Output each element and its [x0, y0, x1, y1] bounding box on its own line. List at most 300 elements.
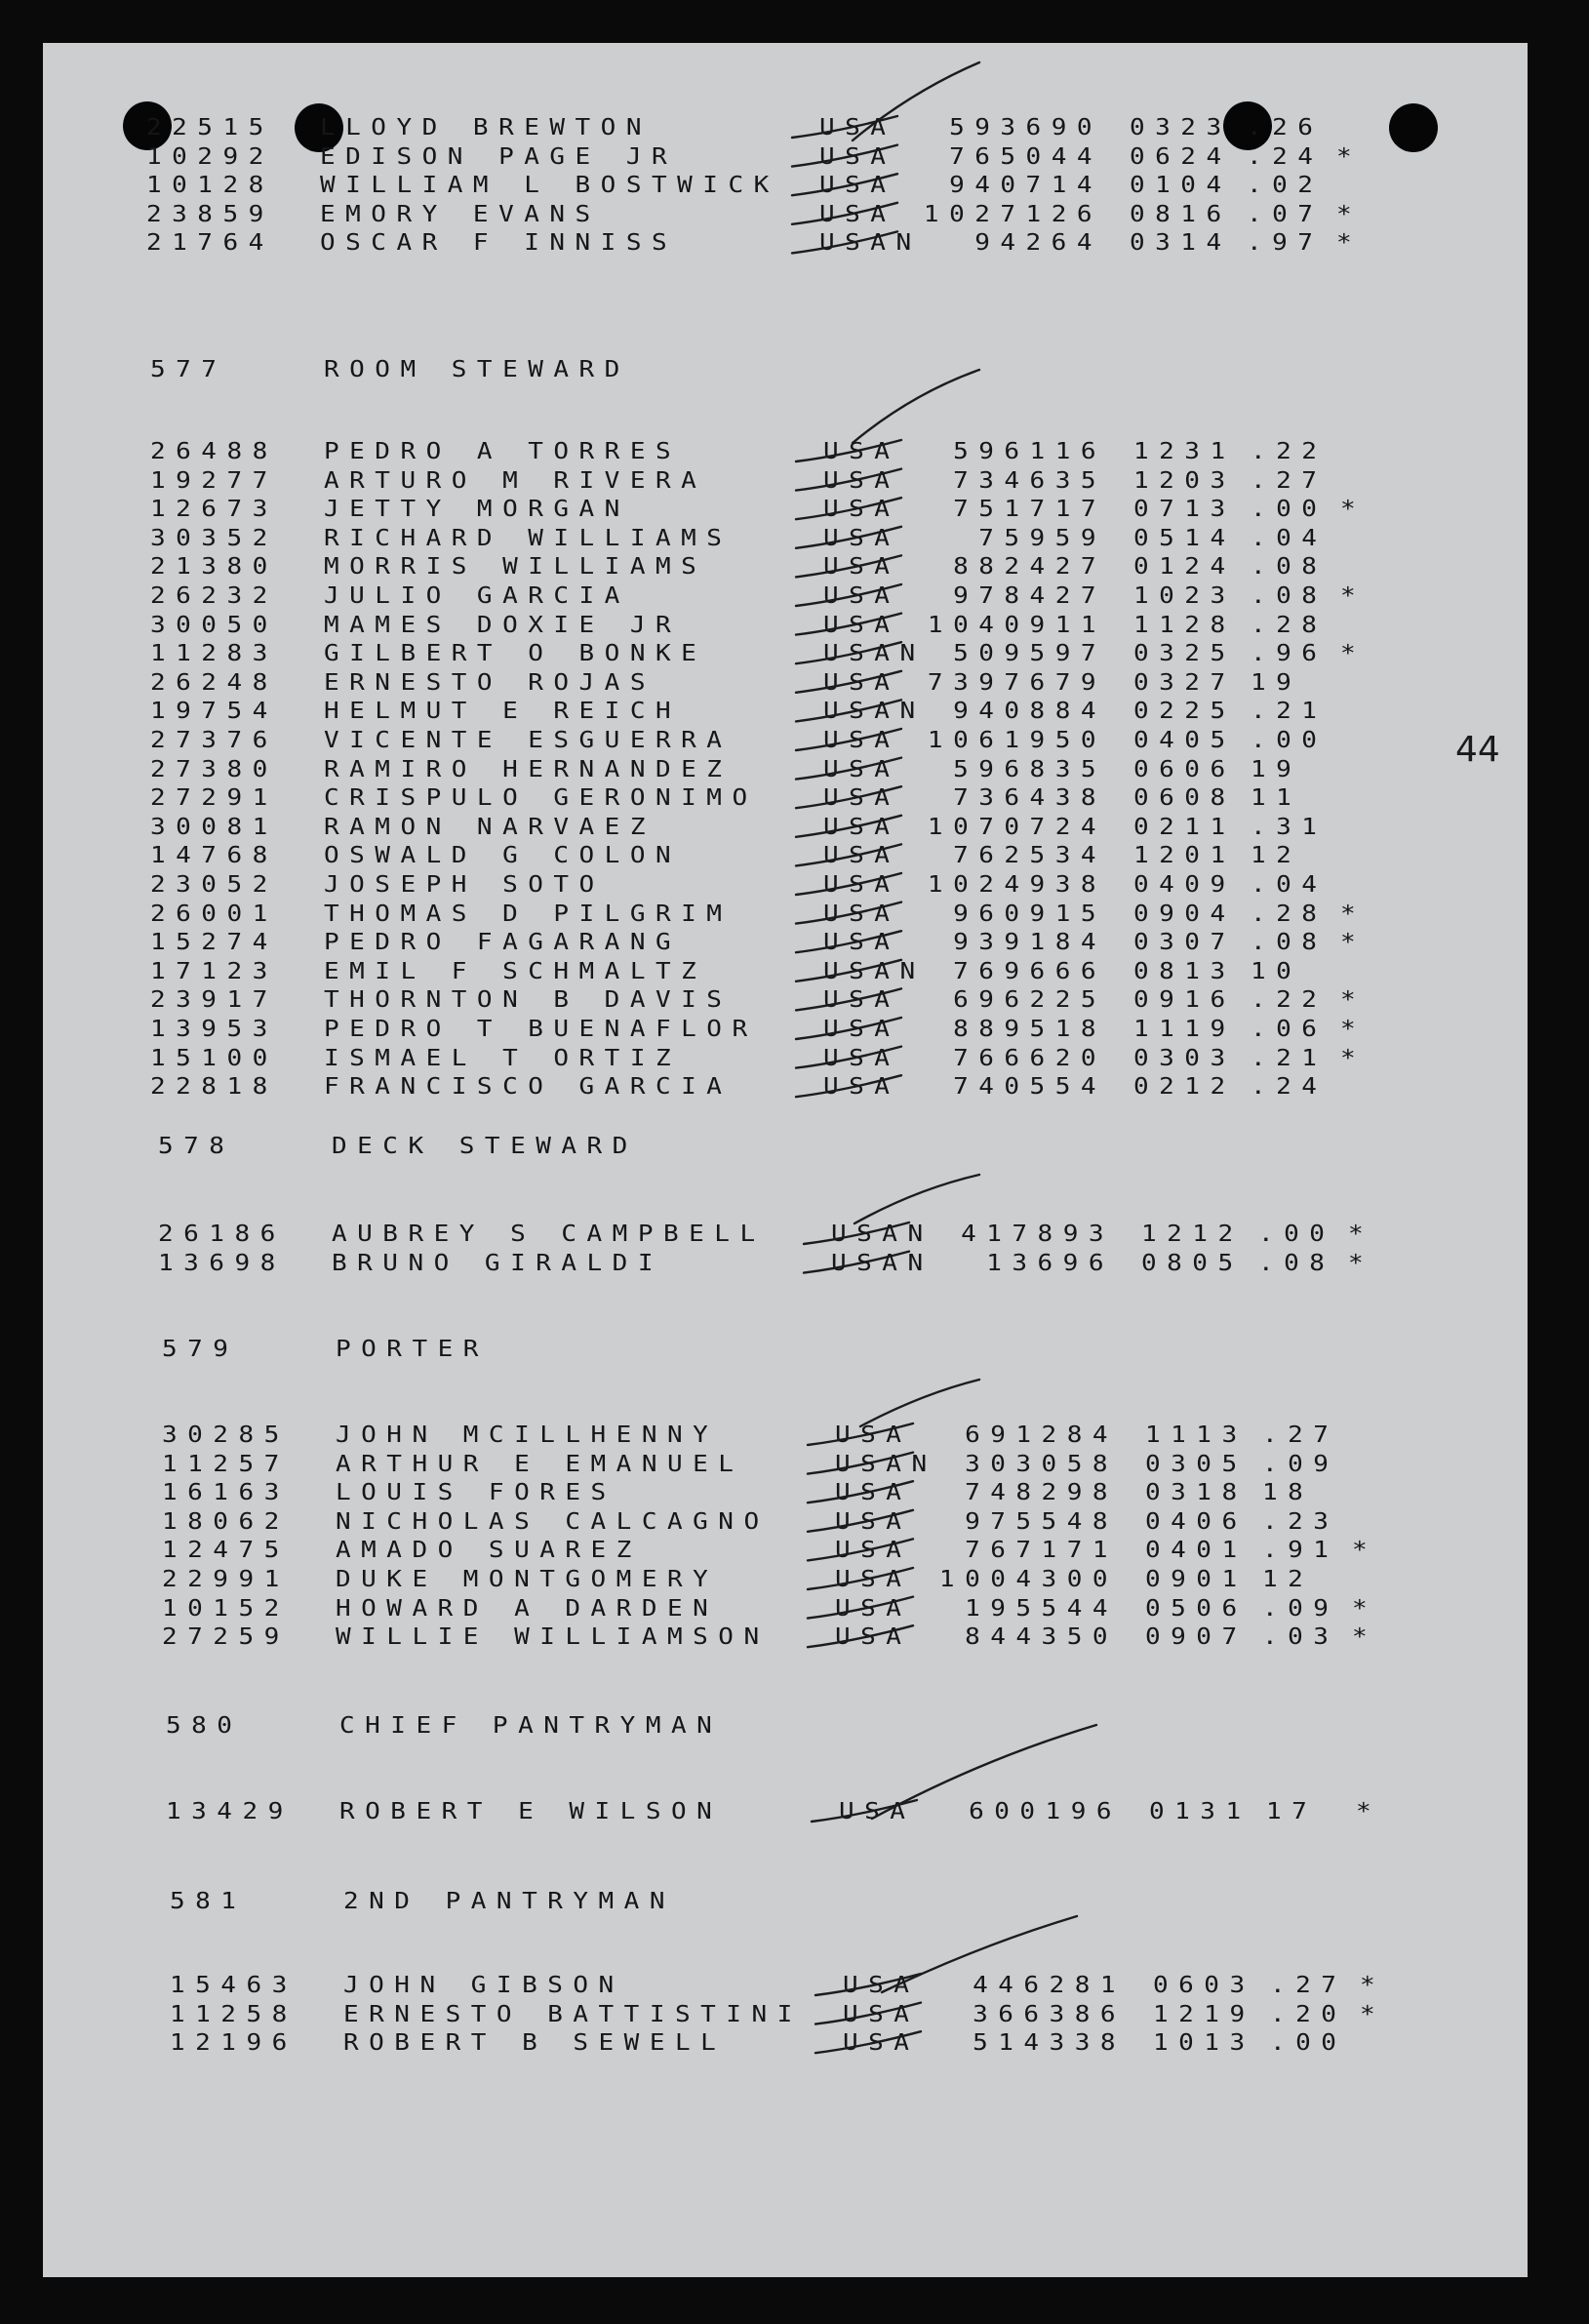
record-number: 30352 — [150, 525, 278, 552]
record-citizenship: USAN — [823, 698, 926, 725]
record-account: 736438 — [953, 784, 1106, 812]
record-number: 15274 — [150, 929, 278, 956]
record-date: 0409 — [1133, 871, 1236, 899]
record-number: 15463 — [170, 1972, 298, 1999]
record-citizenship: USA — [835, 1479, 912, 1506]
record-citizenship: USA — [823, 669, 900, 697]
record-number: 27376 — [150, 727, 278, 754]
record-number: 27291 — [150, 784, 278, 812]
record-name: WILLIE WILLIAMSON — [336, 1623, 770, 1651]
record-rate: .24 — [1247, 143, 1324, 171]
record-date: 1013 — [1153, 2029, 1255, 2057]
record-citizenship: USA — [835, 1595, 912, 1623]
check-stroke — [796, 931, 901, 952]
record-date: 1212 — [1141, 1221, 1244, 1248]
record-account: 765044 — [949, 143, 1102, 171]
record-date: 0907 — [1145, 1623, 1248, 1651]
record-citizenship: USAN — [831, 1250, 934, 1277]
record-date: 1119 — [1133, 1016, 1236, 1043]
record-citizenship: USA — [835, 1566, 912, 1593]
record-citizenship: USA — [823, 756, 900, 783]
record-rate: .08 — [1258, 1250, 1335, 1277]
record-account: 882427 — [953, 553, 1106, 581]
document-page — [43, 43, 1528, 2277]
section-code: 579 — [162, 1336, 239, 1363]
check-stroke — [796, 1075, 901, 1097]
record-flag: * — [1348, 1250, 1364, 1277]
record-name: JOHN MCILLHENNY — [336, 1422, 719, 1449]
record-flag: * — [1340, 901, 1356, 928]
record-date: 0606 — [1133, 756, 1236, 783]
record-account: 1040911 — [927, 612, 1106, 639]
record-flag: * — [1336, 201, 1352, 228]
record-rate: .00 — [1251, 496, 1328, 523]
check-stroke — [808, 1453, 913, 1474]
record-account: 303058 — [965, 1451, 1118, 1478]
record-citizenship: USA — [839, 1798, 916, 1825]
record-flag: * — [1336, 229, 1352, 257]
record-rate: .07 — [1247, 201, 1324, 228]
record-date: 0323 — [1130, 114, 1232, 141]
record-date: 0318 — [1145, 1479, 1248, 1506]
record-number: 23859 — [146, 201, 274, 228]
record-number: 11257 — [162, 1451, 290, 1478]
record-rate: .06 — [1251, 1016, 1328, 1043]
record-date: 0904 — [1133, 901, 1236, 928]
record-citizenship: USA — [823, 784, 900, 812]
record-name: ERNESTO ROJAS — [324, 669, 655, 697]
record-number: 19754 — [150, 698, 278, 725]
record-account: 75959 — [978, 525, 1106, 552]
record-date: 0305 — [1145, 1451, 1248, 1478]
record-date: 1231 — [1133, 438, 1236, 465]
record-name: ROBERT E WILSON — [339, 1798, 723, 1825]
record-account: 596835 — [953, 756, 1106, 783]
record-date: 1023 — [1133, 582, 1236, 610]
record-rate: .96 — [1251, 640, 1328, 667]
record-name: JETTY MORGAN — [324, 496, 630, 523]
record-citizenship: USA — [823, 1045, 900, 1072]
section-title: PORTER — [336, 1336, 489, 1363]
record-date: 1203 — [1133, 467, 1236, 495]
check-stroke — [808, 1625, 913, 1647]
record-rate: 17 — [1266, 1798, 1318, 1825]
record-rate: .00 — [1251, 727, 1328, 754]
check-stroke — [796, 671, 901, 693]
record-account: 596116 — [953, 438, 1106, 465]
record-name: OSWALD G COLON — [324, 842, 682, 869]
record-account: 696225 — [953, 986, 1106, 1014]
record-rate: .00 — [1258, 1221, 1335, 1248]
record-name: ROBERT B SEWELL — [343, 2029, 727, 2057]
section-title: CHIEF PANTRYMAN — [339, 1712, 723, 1740]
record-account: 734635 — [953, 467, 1106, 495]
record-name: THORNTON B DAVIS — [324, 986, 733, 1014]
record-account: 593690 — [949, 114, 1102, 141]
record-account: 978427 — [953, 582, 1106, 610]
record-date: 0713 — [1133, 496, 1236, 523]
record-number: 13953 — [150, 1016, 278, 1043]
record-account: 7397679 — [927, 669, 1106, 697]
record-citizenship: USA — [823, 929, 900, 956]
record-date: 0225 — [1133, 698, 1236, 725]
record-date: 0624 — [1130, 143, 1232, 171]
record-flag: * — [1360, 2001, 1375, 2028]
record-citizenship: USAN — [831, 1221, 934, 1248]
record-date: 0303 — [1133, 1045, 1236, 1072]
record-flag: * — [1352, 1595, 1368, 1623]
record-date: 0603 — [1153, 1972, 1255, 1999]
record-account: 13696 — [986, 1250, 1114, 1277]
record-citizenship: USA — [819, 201, 896, 228]
record-citizenship: USA — [823, 438, 900, 465]
record-date: 1219 — [1153, 2001, 1255, 2028]
record-citizenship: USAN — [823, 958, 926, 985]
check-stroke — [815, 1974, 921, 1995]
record-account: 195544 — [965, 1595, 1118, 1623]
record-rate: .21 — [1251, 698, 1328, 725]
record-number: 18062 — [162, 1508, 290, 1536]
record-name: AMADO SUAREZ — [336, 1537, 642, 1564]
record-rate: 12 — [1262, 1566, 1314, 1593]
record-citizenship: USA — [823, 553, 900, 581]
record-flag: * — [1336, 143, 1352, 171]
record-date: 0131 — [1149, 1798, 1251, 1825]
record-name: MORRIS WILLIAMS — [324, 553, 707, 581]
record-citizenship: USA — [823, 871, 900, 899]
record-date: 1201 — [1133, 842, 1236, 869]
section-title: ROOM STEWARD — [324, 356, 630, 383]
record-rate: .09 — [1262, 1595, 1339, 1623]
record-account: 1004300 — [938, 1566, 1118, 1593]
record-name: BRUNO GIRALDI — [332, 1250, 663, 1277]
check-stroke — [853, 62, 979, 140]
check-stroke — [796, 1018, 901, 1039]
record-name: RICHARD WILLIAMS — [324, 525, 733, 552]
record-account: 844350 — [965, 1623, 1118, 1651]
check-stroke — [808, 1481, 913, 1503]
record-rate: .02 — [1247, 172, 1324, 199]
record-account: 1024938 — [927, 871, 1106, 899]
record-citizenship: USA — [823, 582, 900, 610]
check-stroke — [796, 440, 901, 461]
record-name: EMIL F SCHMALTZ — [324, 958, 707, 985]
record-citizenship: USA — [823, 525, 900, 552]
record-number: 21380 — [150, 553, 278, 581]
record-date: 0405 — [1133, 727, 1236, 754]
record-number: 26248 — [150, 669, 278, 697]
record-number: 10292 — [146, 143, 274, 171]
section-title: 2ND PANTRYMAN — [343, 1888, 675, 1915]
record-date: 0124 — [1133, 553, 1236, 581]
record-citizenship: USA — [835, 1508, 912, 1536]
record-number: 30081 — [150, 814, 278, 841]
record-citizenship: USA — [835, 1537, 912, 1564]
record-number: 15100 — [150, 1045, 278, 1072]
record-account: 769666 — [953, 958, 1106, 985]
record-name: LOUIS FORES — [336, 1479, 616, 1506]
check-stroke — [796, 642, 901, 663]
record-date: 0401 — [1145, 1537, 1248, 1564]
check-stroke — [808, 1597, 913, 1619]
record-name: GILBERT O BONKE — [324, 640, 707, 667]
check-stroke — [796, 786, 901, 808]
record-date: 1113 — [1145, 1422, 1248, 1449]
record-account: 975548 — [965, 1508, 1118, 1536]
record-flag: * — [1340, 640, 1356, 667]
check-stroke — [854, 1175, 979, 1223]
record-rate: 12 — [1251, 842, 1302, 869]
record-date: 0325 — [1133, 640, 1236, 667]
record-rate: .20 — [1270, 2001, 1347, 2028]
section-code: 581 — [170, 1888, 247, 1915]
record-flag: * — [1340, 582, 1356, 610]
check-stroke — [796, 498, 901, 519]
record-number: 13698 — [158, 1250, 286, 1277]
check-stroke — [792, 145, 897, 167]
check-stroke — [796, 1047, 901, 1068]
record-account: 509597 — [953, 640, 1106, 667]
record-rate: 18 — [1262, 1479, 1314, 1506]
check-stroke — [808, 1539, 913, 1560]
record-number: 26232 — [150, 582, 278, 610]
record-name: JOHN GIBSON — [343, 1972, 624, 1999]
record-flag: * — [1360, 1972, 1375, 1999]
record-date: 0327 — [1133, 669, 1236, 697]
record-number: 11283 — [150, 640, 278, 667]
record-rate: .08 — [1251, 553, 1328, 581]
record-rate: .22 — [1251, 438, 1328, 465]
record-date: 0805 — [1141, 1250, 1244, 1277]
record-account: 94264 — [974, 229, 1102, 257]
record-rate: .00 — [1270, 2029, 1347, 2057]
record-date: 1128 — [1133, 612, 1236, 639]
check-stroke — [796, 584, 901, 606]
record-account: 767171 — [965, 1537, 1118, 1564]
record-rate: .27 — [1262, 1422, 1339, 1449]
check-stroke — [796, 873, 901, 895]
record-name: NICHOLAS CALCAGNO — [336, 1508, 770, 1536]
check-stroke — [796, 816, 901, 837]
record-name: ERNESTO BATTISTINI — [343, 2001, 803, 2028]
record-name: CRISPULO GERONIMO — [324, 784, 758, 812]
record-flag: * — [1340, 1016, 1356, 1043]
record-date: 0506 — [1145, 1595, 1248, 1623]
record-name: JOSEPH SOTO — [324, 871, 605, 899]
record-name: JULIO GARCIA — [324, 582, 630, 610]
record-number: 26488 — [150, 438, 278, 465]
check-stroke — [804, 1222, 909, 1244]
record-rate: 10 — [1251, 958, 1302, 985]
record-rate: 11 — [1251, 784, 1302, 812]
record-name: HOWARD A DARDEN — [336, 1595, 719, 1623]
record-citizenship: USA — [823, 842, 900, 869]
check-stroke — [796, 988, 901, 1010]
record-account: 960915 — [953, 901, 1106, 928]
record-number: 12475 — [162, 1537, 290, 1564]
record-citizenship: USA — [823, 727, 900, 754]
record-date: 0307 — [1133, 929, 1236, 956]
record-citizenship: USA — [823, 1073, 900, 1101]
section-code: 577 — [150, 356, 227, 383]
record-name: HELMUT E REICH — [324, 698, 682, 725]
record-number: 22991 — [162, 1566, 290, 1593]
check-stroke — [796, 844, 901, 865]
check-stroke — [796, 729, 901, 750]
record-name: WILLIAM L BOSTWICK — [320, 172, 779, 199]
record-name: ISMAEL T ORTIZ — [324, 1045, 682, 1072]
record-rate: .26 — [1247, 114, 1324, 141]
record-account: 366386 — [973, 2001, 1126, 2028]
record-name: PEDRO T BUENAFLOR — [324, 1016, 758, 1043]
record-name: VICENTE ESGUERRA — [324, 727, 733, 754]
record-number: 14768 — [150, 842, 278, 869]
record-account: 889518 — [953, 1016, 1106, 1043]
record-rate: .08 — [1251, 582, 1328, 610]
record-rate: .28 — [1251, 612, 1328, 639]
record-account: 691284 — [965, 1422, 1118, 1449]
record-date: 0816 — [1130, 201, 1232, 228]
record-date: 0901 — [1145, 1566, 1248, 1593]
record-number: 30285 — [162, 1422, 290, 1449]
record-account: 1061950 — [927, 727, 1106, 754]
record-citizenship: USA — [823, 612, 900, 639]
record-flag: * — [1340, 929, 1356, 956]
record-number: 10152 — [162, 1595, 290, 1623]
check-stroke — [815, 2031, 921, 2053]
record-number: 17123 — [150, 958, 278, 985]
record-flag: * — [1340, 986, 1356, 1014]
record-account: 446281 — [973, 1972, 1126, 1999]
check-stroke — [860, 1380, 979, 1426]
page-number: 44 — [1455, 730, 1500, 770]
record-number: 30050 — [150, 612, 278, 639]
record-date: 0916 — [1133, 986, 1236, 1014]
check-stroke — [796, 555, 901, 577]
record-account: 1070724 — [927, 814, 1106, 841]
record-name: DUKE MONTGOMERY — [336, 1566, 719, 1593]
record-number: 12196 — [170, 2029, 298, 2057]
record-citizenship: USA — [823, 467, 900, 495]
record-date: 0514 — [1133, 525, 1236, 552]
record-flag: * — [1348, 1221, 1364, 1248]
record-number: 23917 — [150, 986, 278, 1014]
record-date: 0813 — [1133, 958, 1236, 985]
record-number: 12673 — [150, 496, 278, 523]
record-citizenship: USA — [819, 143, 896, 171]
record-number: 21764 — [146, 229, 274, 257]
check-stroke — [792, 203, 897, 224]
record-name: PEDRO FAGARANG — [324, 929, 682, 956]
record-account: 940884 — [953, 698, 1106, 725]
record-name: ARTURO M RIVERA — [324, 467, 707, 495]
record-date: 0314 — [1130, 229, 1232, 257]
record-citizenship: USA — [843, 2029, 920, 2057]
record-account: 940714 — [949, 172, 1102, 199]
record-name: PEDRO A TORRES — [324, 438, 682, 465]
record-account: 417893 — [961, 1221, 1114, 1248]
section-code: 580 — [166, 1712, 243, 1740]
record-citizenship: USA — [823, 496, 900, 523]
record-date: 0406 — [1145, 1508, 1248, 1536]
record-flag: * — [1340, 1045, 1356, 1072]
record-citizenship: USAN — [823, 640, 926, 667]
section-code: 578 — [158, 1133, 235, 1160]
record-name: MAMES DOXIE JR — [324, 612, 682, 639]
record-number: 27259 — [162, 1623, 290, 1651]
record-rate: .97 — [1247, 229, 1324, 257]
check-stroke — [796, 960, 901, 982]
record-rate: .22 — [1251, 986, 1328, 1014]
check-stroke — [815, 2003, 921, 2024]
record-rate: 19 — [1251, 669, 1302, 697]
record-flag: * — [1340, 496, 1356, 523]
check-stroke — [808, 1568, 913, 1589]
record-number: 26186 — [158, 1221, 286, 1248]
record-citizenship: USA — [823, 986, 900, 1014]
record-account: 1027126 — [923, 201, 1102, 228]
record-name: AUBREY S CAMPBELL — [332, 1221, 766, 1248]
record-rate: .27 — [1270, 1972, 1347, 1999]
record-name: ARTHUR E EMANUEL — [336, 1451, 744, 1478]
record-citizenship: USA — [843, 2001, 920, 2028]
record-citizenship: USA — [823, 1016, 900, 1043]
record-flag: * — [1356, 1798, 1371, 1825]
record-citizenship: USA — [819, 172, 896, 199]
record-citizenship: USAN — [835, 1451, 937, 1478]
section-title: DECK STEWARD — [332, 1133, 638, 1160]
record-rate: .04 — [1251, 525, 1328, 552]
record-name: EDISON PAGE JR — [320, 143, 678, 171]
check-stroke — [872, 1725, 1096, 1819]
record-flag: * — [1352, 1537, 1368, 1564]
record-rate: .21 — [1251, 1045, 1328, 1072]
record-date: 0211 — [1133, 814, 1236, 841]
record-name: RAMON NARVAEZ — [324, 814, 655, 841]
check-stroke — [796, 756, 901, 783]
record-account: 514338 — [973, 2029, 1126, 2057]
record-citizenship: USA — [823, 901, 900, 928]
record-citizenship: USA — [835, 1422, 912, 1449]
record-date: 0608 — [1133, 784, 1236, 812]
check-stroke — [796, 614, 901, 635]
record-rate: .09 — [1262, 1451, 1339, 1478]
record-citizenship: USA — [819, 114, 896, 141]
check-stroke — [804, 1252, 909, 1273]
record-account: 762534 — [953, 842, 1106, 869]
record-rate: .24 — [1251, 1073, 1328, 1101]
check-stroke — [796, 902, 901, 924]
record-account: 766620 — [953, 1045, 1106, 1072]
record-rate: .28 — [1251, 901, 1328, 928]
record-number: 22515 — [146, 114, 274, 141]
record-number: 27380 — [150, 756, 278, 783]
record-name: LLOYD BREWTON — [320, 114, 652, 141]
record-rate: .27 — [1251, 467, 1328, 495]
check-stroke — [808, 1510, 913, 1532]
check-stroke — [796, 527, 901, 548]
record-account: 939184 — [953, 929, 1106, 956]
check-stroke — [882, 1916, 1077, 1992]
record-number: 23052 — [150, 871, 278, 899]
record-flag: * — [1352, 1623, 1368, 1651]
record-number: 22818 — [150, 1073, 278, 1101]
record-number: 26001 — [150, 901, 278, 928]
record-date: 0212 — [1133, 1073, 1236, 1101]
record-name: FRANCISCO GARCIA — [324, 1073, 733, 1101]
record-number: 13429 — [166, 1798, 294, 1825]
record-number: 16163 — [162, 1479, 290, 1506]
